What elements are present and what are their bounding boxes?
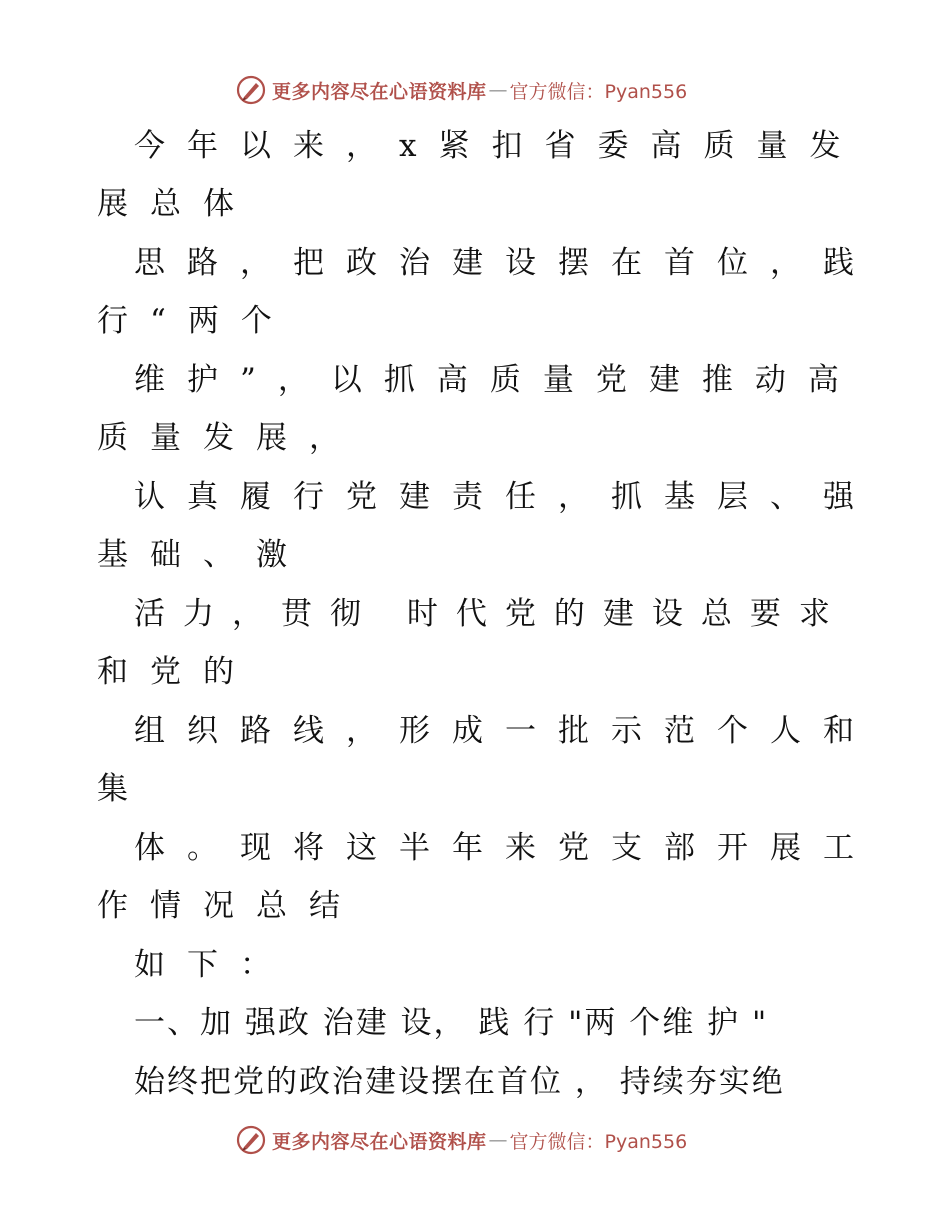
watermark-header (236, 72, 687, 108)
text-line: 如下： (134, 947, 293, 983)
watermark-official-text: 官方微信：Pyan556 (509, 80, 688, 103)
text-line: 作情况总结 (97, 888, 362, 924)
pen-logo-icon (236, 1125, 266, 1155)
text-line: 质量发展， (97, 420, 362, 456)
watermark-brand-text: 更多内容尽在心语资料库 (272, 80, 487, 103)
watermark-official-text: 官方微信：Pyan556 (509, 1130, 688, 1153)
section-heading: 一、加 强政 治建 设， 践 行 "两 个维 护 " (134, 1005, 769, 1041)
text-line: 组织路线，形成一批示范个人和 (134, 713, 876, 749)
text-line: 始终把党的政治建设摆在首位 ， 持续夯实绝 (134, 1064, 785, 1100)
text-line: 展总体 (97, 186, 256, 222)
text-line: 今年以来，x紧扣省委高质量发 (134, 128, 863, 164)
watermark-separator: — (488, 1129, 508, 1151)
text-line: 集 (97, 771, 150, 807)
text-line: 基础、激 (97, 537, 309, 573)
text-line: 活力，贯彻 时代党的建设总要求 (134, 596, 848, 632)
watermark-footer (236, 1122, 687, 1158)
text-line: 维护”，以抓高质量党建推动高 (134, 362, 861, 398)
watermark-brand-text: 更多内容尽在心语资料库 (272, 1130, 487, 1153)
text-line: 思路，把政治建设摆在首位，践 (134, 245, 876, 281)
text-line: 和党的 (97, 654, 256, 690)
pen-logo-icon (236, 75, 266, 105)
text-line: 行“两个 (97, 303, 294, 339)
text-line: 体。现将这半年来党支部开展工 (134, 830, 876, 866)
text-line: 认真履行党建责任，抓基层、强 (134, 479, 876, 515)
watermark-separator: — (488, 79, 508, 101)
